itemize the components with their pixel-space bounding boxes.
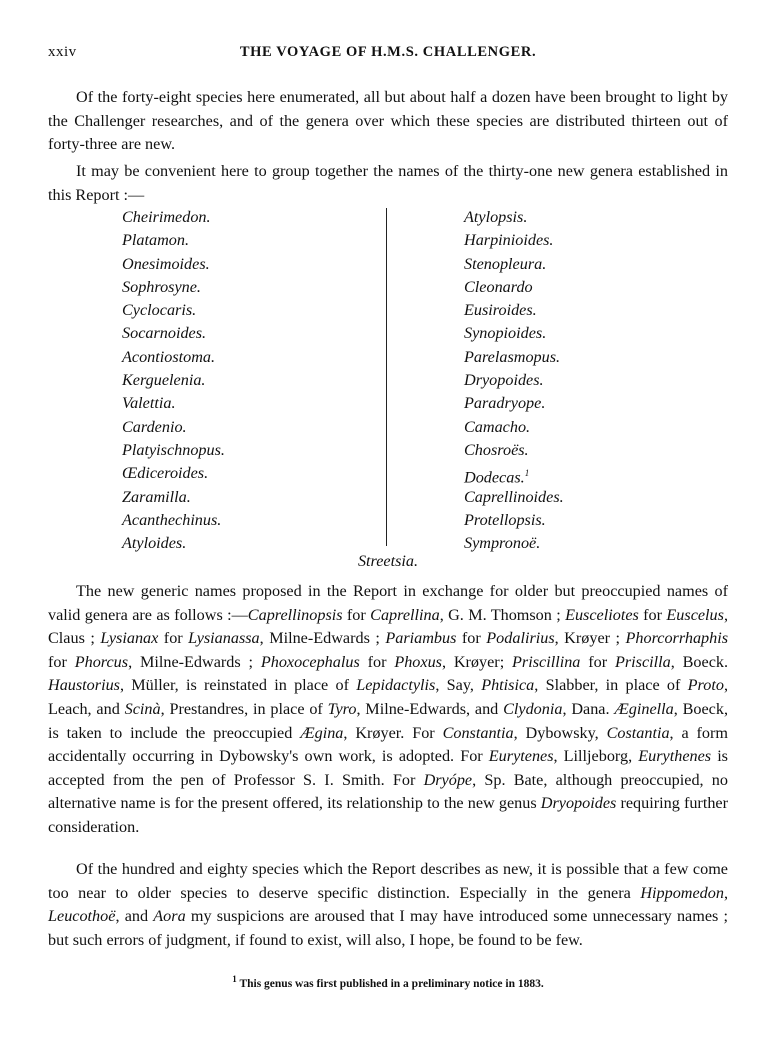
italic-name: Ægina bbox=[300, 723, 344, 742]
text-run: , Say, bbox=[435, 676, 482, 695]
text-run: , Boeck. bbox=[670, 652, 729, 671]
text-run: , Slabber, in place of bbox=[534, 676, 688, 695]
italic-name: Lepidactylis bbox=[356, 676, 436, 695]
text-run: , Dana. bbox=[562, 699, 615, 718]
italic-name: Proto bbox=[687, 676, 724, 695]
genus-name: Cardenio. bbox=[122, 417, 187, 436]
italic-name: Dryopoides bbox=[540, 794, 617, 813]
genus-name: Caprellinoides. bbox=[464, 487, 564, 506]
text-run: , Lilljeborg, bbox=[553, 747, 639, 766]
genus-name: Dodecas.$^1$ bbox=[464, 468, 530, 487]
text-run: for bbox=[359, 652, 395, 671]
text-run: my suspicions are aroused that I may have introduced some unnecessary names ; but such errors of judgment, if found to exist, will also, I hope, be found to be few. bbox=[48, 907, 729, 949]
genus-name: Protellopsis. bbox=[464, 510, 546, 529]
italic-name: Caprellinopsis bbox=[247, 605, 343, 624]
text-run: , Leach, and bbox=[48, 676, 728, 718]
text-run: requiring further consideration. bbox=[48, 794, 728, 836]
paragraph-replacement-names bbox=[48, 580, 728, 840]
genus-name: Platamon. bbox=[122, 231, 189, 250]
italic-name: Phoxocephalus bbox=[260, 652, 360, 671]
genus-name: Cyclocaris. bbox=[122, 301, 197, 320]
text-run: , Krøyer ; bbox=[554, 629, 626, 648]
text-run: , Milne-Edwards ; bbox=[128, 652, 261, 671]
footnote-text: This genus was first published in a preliminary notice in 1883. bbox=[236, 977, 544, 990]
text-run: , and bbox=[115, 907, 154, 926]
genus-name: Kerguelenia. bbox=[122, 371, 206, 390]
italic-name: Phoxus bbox=[394, 652, 442, 671]
paragraph-new-genera-intro: It may be convenient here to group together the names of the thirty-one new genera established in this Report :— bbox=[48, 162, 728, 204]
genera-center-item: Streetsia. bbox=[357, 552, 419, 570]
italic-name: Constantia bbox=[442, 723, 514, 742]
footnote-ref: 1 bbox=[524, 468, 530, 479]
italic-name: Caprellina bbox=[370, 605, 440, 624]
italic-name: Leucothoë bbox=[48, 907, 116, 926]
genus-name: Synopioides. bbox=[464, 324, 547, 343]
italic-name: Scinà bbox=[124, 699, 161, 718]
text-run: , Milne-Edwards ; bbox=[259, 629, 386, 648]
genus-name: Atylopsis. bbox=[464, 208, 528, 226]
footnote bbox=[48, 974, 728, 990]
text-run: , Claus ; bbox=[48, 605, 728, 648]
column-divider bbox=[386, 208, 387, 546]
genus-name: Camacho. bbox=[464, 417, 531, 436]
italic-name: Aora bbox=[153, 907, 186, 926]
footnote-marker: 1 bbox=[232, 974, 237, 984]
genus-name: Cheirimedon. bbox=[122, 208, 211, 226]
italic-name: Priscilla bbox=[614, 652, 671, 671]
italic-name: Euscelus bbox=[666, 605, 724, 624]
genera-column-left bbox=[122, 206, 225, 555]
genus-name: Eusiroides. bbox=[464, 301, 537, 320]
italic-name: Lysianax bbox=[100, 629, 159, 648]
paragraph-new-species bbox=[48, 858, 728, 952]
page-header bbox=[48, 44, 728, 66]
genus-name: Harpinioides. bbox=[464, 231, 554, 250]
genus-name: Valettia. bbox=[122, 394, 176, 413]
genus-name: Acontiostoma. bbox=[122, 347, 216, 366]
italic-name: Lysianassa bbox=[188, 629, 260, 648]
page-number: xxiv bbox=[48, 44, 77, 60]
text-run: , Prestandres, in place of bbox=[160, 699, 328, 718]
genus-name: Sophrosyne. bbox=[122, 277, 201, 296]
paragraph-species-count: Of the forty-eight species here enumerated, all but about half a dozen have been brought to light by the Challenger researches, and of the genera over which these species are distributed thirteen out of forty-three are new. bbox=[48, 88, 728, 154]
italic-name: Phorcorrhaphis bbox=[625, 629, 729, 648]
genera-column-right bbox=[464, 206, 564, 555]
italic-name: Podalirius bbox=[486, 629, 555, 648]
italic-name: Eurythenes bbox=[638, 747, 712, 766]
text-run: for bbox=[580, 652, 615, 671]
italic-name: Haustorius bbox=[48, 676, 120, 695]
genus-name: Chosroës. bbox=[464, 440, 529, 459]
genus-name: Sympronoë. bbox=[464, 534, 541, 553]
italic-name: Costantia bbox=[606, 723, 670, 742]
genus-name: Cleonardo bbox=[464, 277, 533, 296]
text-run: for bbox=[638, 605, 667, 624]
text-run: , G. M. Thomson ; bbox=[439, 605, 566, 624]
italic-name: Dryópe bbox=[423, 770, 473, 789]
italic-name: Pariambus bbox=[385, 629, 457, 648]
italic-name: Æginella bbox=[614, 699, 674, 718]
italic-name: Eusceliotes bbox=[565, 605, 639, 624]
text-run: for bbox=[158, 629, 189, 648]
genus-name: Onesimoides. bbox=[122, 254, 210, 273]
text-run: , Sp. Bate, although preoccupied, no alternative name is for the present offered, its relationship to the new genus bbox=[48, 770, 728, 813]
genus-name: Socarnoides. bbox=[122, 324, 207, 343]
genus-name: Platyischnopus. bbox=[122, 440, 225, 459]
text-run: , Krøyer; bbox=[441, 652, 513, 671]
italic-name: Phtisica bbox=[481, 676, 535, 695]
text-run: , Boeck, is taken to include the preoccupied bbox=[48, 699, 728, 742]
genus-name: Dryopoides. bbox=[464, 371, 544, 390]
text-run: , bbox=[723, 883, 728, 902]
italic-name: Eurytenes bbox=[488, 747, 554, 766]
genus-name: Œdiceroides. bbox=[122, 464, 209, 483]
text-run: Of the hundred and eighty species which the Report describes as new, it is possible that a few come too near to older species to deserve specific distinction. Especially in the genera bbox=[48, 860, 728, 902]
text-run: , Dybowsky, bbox=[513, 723, 607, 742]
genus-name: Parelasmopus. bbox=[464, 347, 561, 366]
genus-name: Zaramilla. bbox=[122, 487, 191, 506]
italic-name: Hippomedon bbox=[640, 883, 724, 902]
text-run: , Müller, is reinstated in place of bbox=[119, 676, 357, 695]
italic-name: Phorcus bbox=[74, 652, 129, 671]
italic-name: Tyro bbox=[327, 699, 357, 718]
genus-name: Acanthechinus. bbox=[122, 510, 222, 529]
text-run: for bbox=[342, 605, 371, 624]
text-run: , Krøyer. For bbox=[343, 723, 443, 742]
genus-name: Stenopleura. bbox=[464, 254, 547, 273]
italic-name: Clydonia bbox=[503, 699, 563, 718]
text-run: , a form accidentally occurring in Dybowsky's own work, is adopted. For bbox=[48, 723, 728, 766]
running-title: THE VOYAGE OF H.M.S. CHALLENGER. bbox=[239, 44, 537, 60]
text-run: for bbox=[456, 629, 487, 648]
text-run: , Milne-Edwards, and bbox=[356, 699, 504, 718]
text-run: is accepted from the pen of Professor S. I. Smith. For bbox=[48, 747, 728, 789]
text-run: The new generic names proposed in the Report in exchange for older but preoccupied names of valid genera are as follows :— bbox=[48, 582, 728, 624]
genera-list bbox=[48, 206, 728, 553]
italic-name: Priscillina bbox=[512, 652, 581, 671]
text-run: for bbox=[48, 652, 75, 671]
genus-name: Paradryope. bbox=[464, 394, 546, 413]
genus-name: Atyloides. bbox=[122, 534, 187, 553]
